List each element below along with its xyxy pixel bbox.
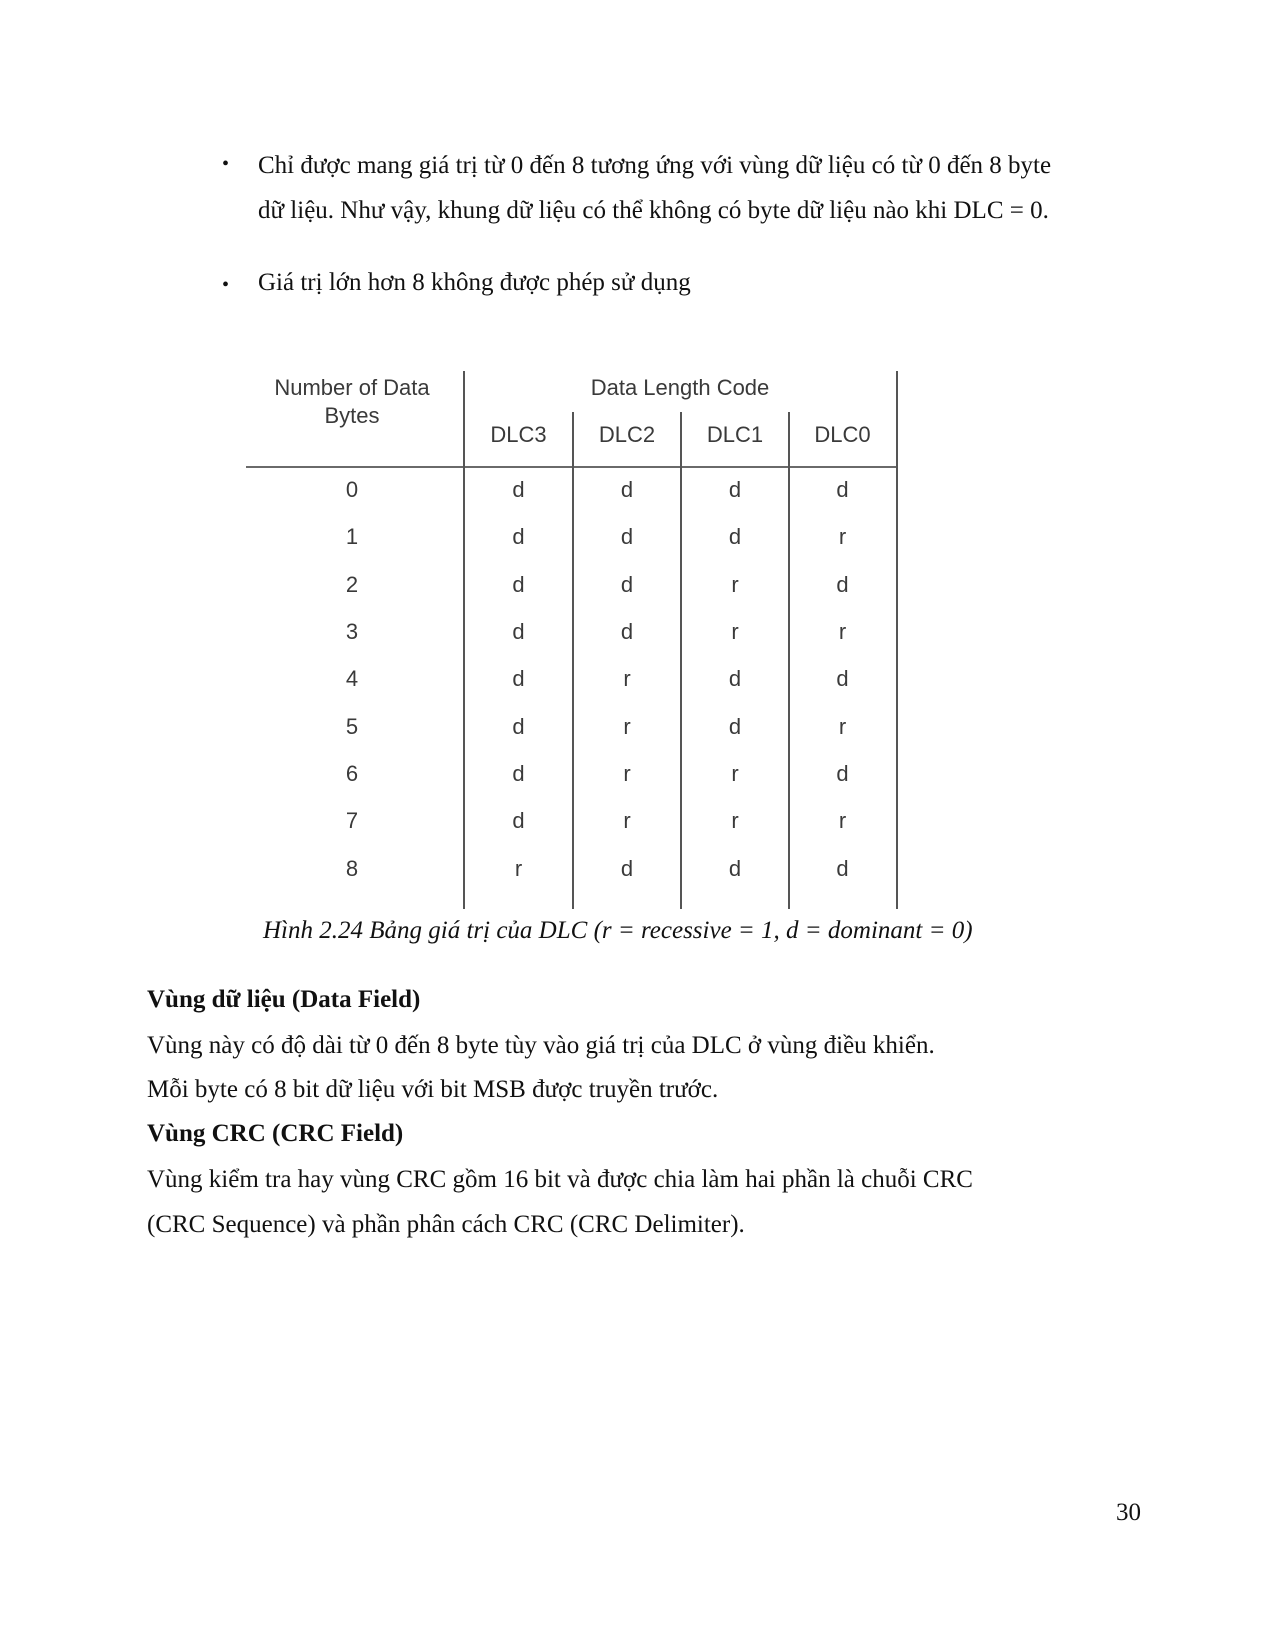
cell-dlc3: d: [512, 761, 525, 786]
cell-bytes: 3: [345, 619, 359, 644]
section-paragraph-line: (CRC Sequence) và phần phân cách CRC (CRC Delimiter).: [147, 1211, 745, 1238]
section-heading-crc-field: Vùng CRC (CRC Field): [147, 1120, 404, 1147]
cell-dlc1: r: [731, 761, 739, 786]
cell-bytes: 4: [345, 666, 359, 691]
cell-dlc0: d: [836, 761, 849, 786]
cell-dlc1: d: [728, 856, 742, 881]
cell-dlc3: r: [514, 856, 523, 881]
header-data-length-code: Data Length Code: [590, 375, 770, 400]
figure-caption: Hình 2.24 Bảng giá trị của DLC (r = recessive = 1, d = dominant = 0): [263, 917, 973, 944]
bullet-2-line-1: Giá trị lớn hơn 8 không được phép sử dụng: [258, 269, 691, 296]
cell-dlc3: d: [512, 619, 525, 644]
col-header-dlc0: DLC0: [814, 422, 871, 447]
cell-bytes: 0: [345, 477, 359, 502]
cell-dlc2: r: [623, 714, 631, 739]
cell-dlc3: d: [512, 477, 525, 502]
cell-dlc3: d: [512, 808, 525, 833]
dlc-table-figure: [240, 365, 902, 913]
cell-dlc1: r: [731, 619, 739, 644]
section-heading-data-field: Vùng dữ liệu (Data Field): [147, 986, 421, 1013]
cell-bytes: 5: [345, 714, 359, 739]
cell-dlc3: d: [512, 666, 525, 691]
cell-dlc2: r: [623, 761, 631, 786]
cell-bytes: 8: [345, 856, 359, 881]
cell-dlc1: d: [728, 714, 742, 739]
cell-dlc2: d: [620, 619, 634, 644]
cell-dlc1: d: [728, 666, 742, 691]
cell-dlc0: r: [838, 524, 847, 549]
col-header-dlc2: DLC2: [598, 422, 656, 447]
header-number-of-data-bytes-line2: Bytes: [324, 403, 380, 428]
cell-dlc0: r: [838, 808, 847, 833]
cell-bytes: 7: [345, 808, 359, 833]
cell-dlc0: d: [836, 856, 849, 881]
cell-dlc0: r: [838, 619, 847, 644]
cell-dlc1: r: [731, 572, 739, 597]
col-header-dlc1: DLC1: [706, 422, 764, 447]
cell-dlc1: d: [728, 477, 742, 502]
column-divider: [896, 371, 898, 909]
cell-bytes: 6: [345, 761, 359, 786]
cell-dlc3: d: [512, 714, 525, 739]
cell-dlc2: d: [620, 524, 634, 549]
cell-dlc0: r: [838, 714, 847, 739]
section-paragraph-line: Vùng kiểm tra hay vùng CRC gồm 16 bit và được chia làm hai phần là chuỗi CRC: [147, 1166, 973, 1193]
cell-dlc2: d: [620, 477, 634, 502]
bullet-1-line-2: dữ liệu. Như vậy, khung dữ liệu có thể không có byte dữ liệu nào khi DLC = 0.: [258, 197, 1049, 224]
section-paragraph-line: Mỗi byte có 8 bit dữ liệu với bit MSB được truyền trước.: [147, 1076, 719, 1103]
cell-dlc2: r: [623, 666, 631, 691]
cell-bytes: 1: [345, 524, 359, 549]
bullet-icon: •: [222, 153, 230, 175]
bullet-1-line-1: Chỉ được mang giá trị từ 0 đến 8 tương ứng với vùng dữ liệu có từ 0 đến 8 byte: [258, 152, 1052, 179]
bullet-icon: •: [222, 274, 230, 296]
cell-dlc2: d: [620, 572, 634, 597]
cell-dlc1: r: [731, 808, 739, 833]
page-number: 30: [1116, 1499, 1141, 1526]
cell-bytes: 2: [345, 572, 359, 597]
cell-dlc1: d: [728, 524, 742, 549]
cell-dlc3: d: [512, 524, 525, 549]
cell-dlc2: r: [623, 808, 631, 833]
section-paragraph-line: Vùng này có độ dài từ 0 đến 8 byte tùy vào giá trị của DLC ở vùng điều khiển.: [147, 1032, 935, 1059]
cell-dlc3: d: [512, 572, 525, 597]
cell-dlc0: d: [836, 477, 849, 502]
cell-dlc0: d: [836, 666, 849, 691]
col-header-dlc3: DLC3: [490, 422, 547, 447]
cell-dlc0: d: [836, 572, 849, 597]
cell-dlc2: d: [620, 856, 634, 881]
header-number-of-data-bytes-line1: Number of Data: [274, 375, 430, 400]
